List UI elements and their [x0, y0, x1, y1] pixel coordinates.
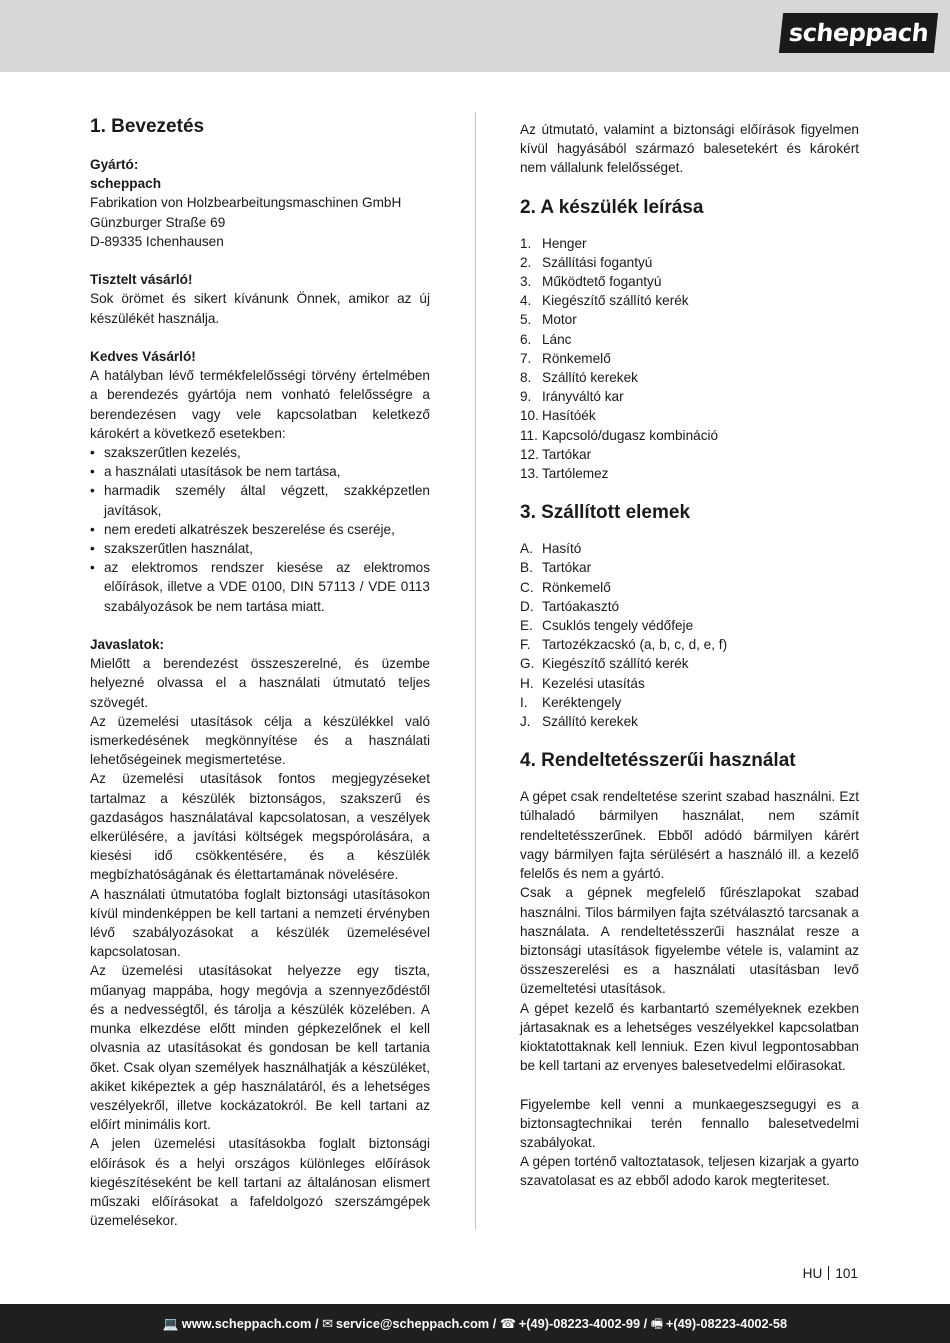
paragraph: Az üzemelési utasítások fontos megjegyzéseket tartalmaz a készülék biztonságos, szakszerű és gazdaságos használatával kapcsolatosan, a veszélyek elkerülésére, a javítási költségek megspórolására, a kiesési idő csökkentésére, és a készülék megbízhatóságának és élettartamának növelésére.	[90, 771, 430, 883]
recommendations-label: Javaslatok:	[90, 637, 165, 653]
list-item: 4. Kiegészítő szállító kerék	[520, 293, 689, 309]
list-item: • az elektromos rendszer kiesése az elektromos előírások, illetve a VDE 0100, DIN 57113 / VDE 0113 szabályozások be nem tartása miatt.	[90, 558, 430, 616]
list-item: • a használati utasítások be nem tartása,	[90, 462, 430, 481]
list-item: 6. Lánc	[520, 331, 572, 347]
footer-phone: +(49)-08223-4002-99 /	[518, 1316, 648, 1331]
left-column	[90, 112, 430, 1230]
phone-icon: ☎	[499, 1316, 516, 1331]
list-item: 5. Motor	[520, 312, 577, 328]
list-item: G. Kiegészítő szállító kerék	[520, 656, 689, 672]
mail-icon: ✉	[322, 1316, 333, 1331]
list-item: 8. Szállító kerekek	[520, 370, 638, 386]
greeting-text: Sok örömet és sikert kívánunk Önnek, amikor az új készülékét használja.	[90, 291, 430, 326]
paragraph: Az üzemelési utasítások célja a készülékkel való ismerkedésének megkönnyítése és a használati lehetőségeinek megismertetése.	[90, 713, 430, 768]
supplied-list	[520, 539, 859, 731]
list-item: 13. Tartólemez	[520, 466, 609, 482]
list-item: • szakszerűtlen kezelés,	[90, 443, 430, 462]
list-item: • szakszerűtlen használat,	[90, 539, 430, 558]
footer-email[interactable]: service@scheppach.com /	[335, 1316, 497, 1331]
list-item: H. Kezelési utasítás	[520, 675, 645, 691]
address-line: Günzburger Straße 69	[90, 214, 226, 230]
manufacturer-name: scheppach	[90, 176, 162, 192]
page-footer	[0, 1304, 950, 1343]
address-line: D-89335 Ichenhausen	[90, 233, 224, 249]
list-item: 1. Henger	[520, 235, 587, 251]
manufacturer-label: Gyártó:	[90, 157, 139, 172]
section-title-intended-use: 4. Rendeltetésszerűi használat	[520, 750, 796, 772]
language-code: HU	[802, 1266, 823, 1281]
list-item: 11. Kapcsoló/dugasz kombináció	[520, 427, 719, 443]
liability-text: A hatályban lévő termékfelelősségi törvény értelmében a berendezés gyártója nem vonható felelősségre a berendezésen vagy vele kapcsolatban keletkező károkért a következő esetekben:	[90, 368, 430, 441]
greeting-label: Kedves Vásárló!	[90, 349, 196, 364]
list-item: I. Keréktengely	[520, 694, 622, 710]
footer-fax: +(49)-08223-4002-58	[665, 1316, 788, 1331]
list-item: 12. Tartókar	[520, 446, 592, 462]
footer-website[interactable]: www.scheppach.com /	[181, 1316, 319, 1331]
list-item: 3. Működtető fogantyú	[520, 274, 662, 290]
paragraph: A gépet csak rendeltetése szerint szabad használni. Ezt túlhaladó bármilyen használat, nem számít rendeltetésszerűnek. Ebből adódó bármilyen kárért vagy bármilyen fajta sérülésért a használó ill. a kezelő felelős és nem a gyártó.	[520, 789, 859, 882]
list-item: C. Rönkemelő	[520, 579, 611, 595]
list-item: • harmadik személy által végzett, szakképzetlen javítások,	[90, 481, 430, 519]
list-item: 2. Szállítási fogantyú	[520, 254, 653, 270]
page-number	[803, 1265, 858, 1283]
list-item: D. Tartóakasztó	[520, 598, 620, 614]
paragraph: A gépen torténő valtoztatasok, teljesen kizarjak a gyarto szavatolasat es az ebből adodo karok megteriteset.	[520, 1154, 859, 1189]
computer-icon: 💻	[162, 1316, 179, 1331]
scheppach-logo: scheppach	[779, 13, 938, 53]
page-number-value: 101	[835, 1266, 858, 1281]
column-divider	[475, 112, 476, 1230]
address-line: Fabrikation von Holzbearbeitungsmaschinen GmbH	[90, 195, 402, 211]
disclaimer-text: Az útmutató, valamint a biztonsági előírások figyelmen kívül hagyásából származó balesetekért és károkért nem vállalunk felelősséget.	[520, 122, 859, 176]
list-item: 9. Irányváltó kar	[520, 389, 624, 405]
list-item: 10. Hasítóék	[520, 408, 596, 424]
paragraph: Mielőtt a berendezést összeszerelné, és üzembe helyezné olvassa el a használati útmutató teljes szövegét.	[90, 656, 430, 710]
greeting-label: Tisztelt vásárló!	[90, 272, 193, 288]
section-title-description: 2. A készülék leírása	[520, 196, 704, 218]
list-item: F. Tartozékzacskó (a, b, c, d, e, f)	[520, 637, 728, 653]
page-header	[0, 0, 950, 72]
list-item: J. Szállító kerekek	[520, 714, 638, 730]
section-title-supplied-items: 3. Szállított elemek	[520, 502, 691, 524]
paragraph: A gépet kezelő és karbantartó személyeknek ezekben jártasaknak es a lehetséges veszélyekkel kapcsolatban kioktatottaknak kell lenniuk. Ezen kivul legpontosabban be kell tartani az ervenyes balesetvedelmi előirasokat.	[520, 1000, 859, 1074]
parts-list	[520, 234, 859, 484]
fax-icon: 🖷	[650, 1316, 663, 1331]
right-column	[520, 120, 859, 1191]
list-item: 7. Rönkemelő	[520, 350, 611, 366]
list-item: E. Csuklós tengely védőfeje	[520, 618, 694, 634]
list-item: • nem eredeti alkatrészek beszerelése és cseréje,	[90, 520, 430, 539]
paragraph: A használati útmutatóba foglalt biztonsági utasításokon kívül mindenképpen be kell tartani a nemzeti érvényben lévő szabályozásokat a készülék üzemelésével kapcsolatosan.	[90, 886, 430, 960]
section-title-introduction: 1. Bevezetés	[90, 116, 205, 137]
paragraph: Csak a gépnek megfelelő fűrészlapokat szabad használni. Tilos bármilyen fajta szétválasztó tarcsanak a használata. A rendeltetésszerűi használat resze a biztonsági utasítások figyelembe vétele is, valamint az összeszerelési es a használati utasításban levő üzemeltetési utasítások.	[520, 885, 859, 997]
paragraph: Figyelembe kell venni a munkaegeszsegugyi es a biztonsagtechnikai terén fennallo balesetvedelmi szabályokat.	[520, 1096, 859, 1150]
list-item: B. Tartókar	[520, 560, 592, 576]
paragraph: Az üzemelési utasításokat helyezze egy tiszta, műanyag mappába, hogy megóvja a szennyeződéstől és a nedvességtől, és tárolja a készülék közelében. A munka elkezdése előtt minden gépkezelőnek el kell olvasnia az utasításokat és gondosan be kell tartania őket. Csak olyan személyek használhatják a készüléket, akiket kiképeztek a gép használatáról, és a lehetséges veszélyekről, illetve kockázatokról. Be kell tartani az előírt minimális kort.	[90, 963, 430, 1133]
liability-list	[90, 443, 430, 616]
paragraph: A jelen üzemelési utasításokba foglalt biztonsági előírások és a helyi országos különleges előírások kiegészítéseként be kell tartani az általánosan elismert műszaki előírásokat a fafeldolgozó szerszámgépek üzemelésekor.	[90, 1136, 430, 1229]
list-item: A. Hasító	[520, 541, 582, 557]
